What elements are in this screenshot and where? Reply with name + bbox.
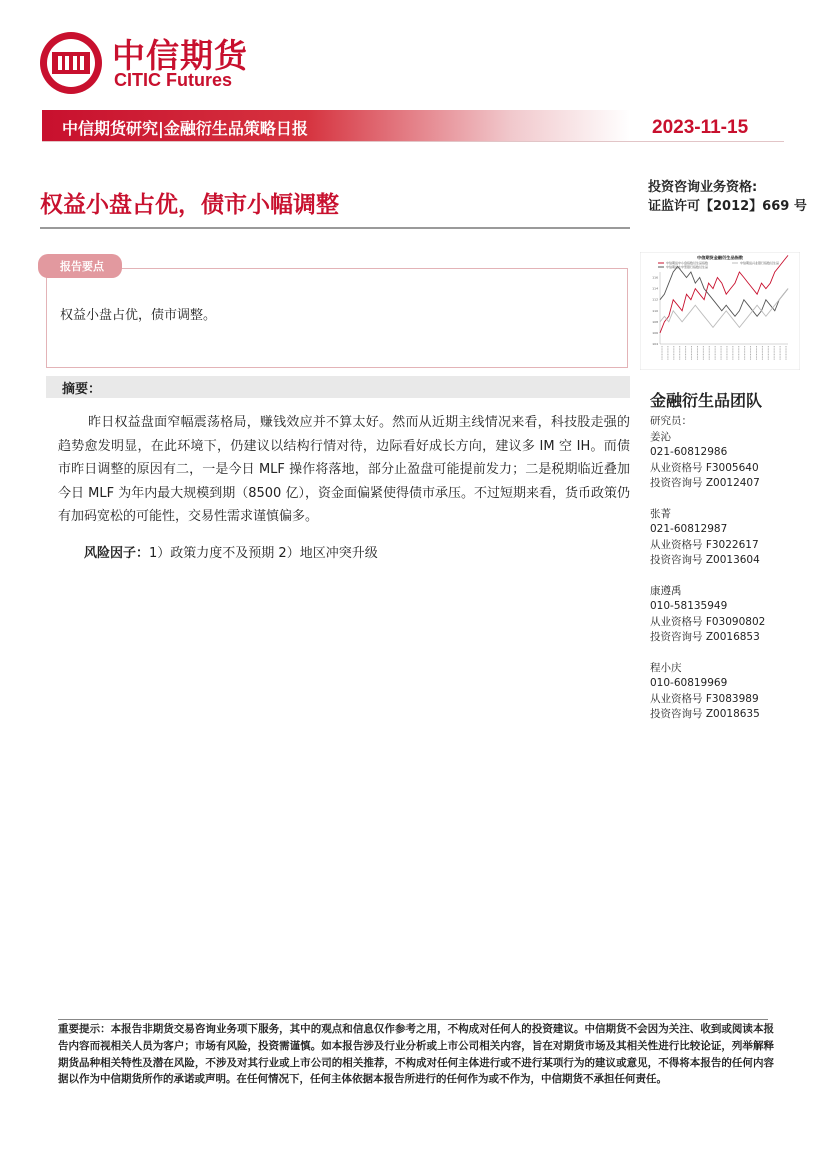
member-license1: 从业资格号 F3022617 (650, 538, 759, 551)
team-role: 研究员： (650, 415, 692, 427)
member-license1: 从业资格号 F3005640 (650, 461, 759, 474)
team-member (650, 584, 765, 646)
legend-label: 中信期货大中型银行指数衍生品 (666, 265, 709, 269)
member-name: 康遵禹 (650, 584, 682, 597)
logo-chinese: 中信期货 (112, 36, 248, 75)
qualification-license: 证监许可【2012】669 号 (648, 199, 807, 214)
team-member (650, 661, 765, 723)
team-title: 金融衍生品团队 (650, 391, 763, 410)
chart-frame (640, 252, 800, 370)
y-tick-label: 108 (652, 319, 658, 324)
risk-factors (84, 542, 378, 561)
key-points-text: 权益小盘占优，债市调整。 (60, 308, 217, 323)
member-name: 姜沁 (650, 430, 671, 443)
member-name: 程小庆 (650, 661, 682, 674)
legend-label: 中信期货兴业银行指数衍生品 (740, 261, 780, 265)
y-tick-label: 106 (652, 330, 658, 335)
member-license2: 投资咨询号 Z0012407 (650, 477, 760, 489)
member-name: 张菁 (650, 507, 671, 520)
summary-header-bar (46, 376, 630, 398)
report-series-title: 中信期货研究|金融衍生品策略日报 (62, 119, 308, 138)
risk-text: 1）政策力度不及预期 2）地区冲突升级 (149, 546, 378, 561)
summary-label: 摘要： (62, 382, 102, 397)
page-title: 权益小盘占优，债市小幅调整 (40, 192, 339, 218)
report-date: 2023-11-15 (652, 117, 749, 138)
team-member (650, 507, 765, 569)
logo-english: CITIC Futures (114, 70, 233, 90)
summary-text: 昨日权益盘面窄幅震荡格局，赚钱效应并不算太好。然而从近期主线情况来看，科技股走强的趋势愈发明显，在此环境下，仍建议以结构行情对待，边际看好成长方向，建议多 IM 空 IH。而债市昨日调整的原因有二，一是今日 MLF 操作将落地，部分止盈盘可能提前发力；二是税期临近叠加今日 MLF 为年内最大规模到期（8500 亿），资金面偏紧使得债市承压。不过短期来看，货币政策仍有加码宽松的可能性，交易性需求谨慎偏多。 (58, 415, 630, 524)
title-divider (40, 227, 630, 229)
disclaimer-divider (58, 1019, 768, 1020)
member-license2: 投资咨询号 Z0016853 (650, 631, 760, 643)
member-license2: 投资咨询号 Z0018635 (650, 708, 760, 720)
member-license1: 从业资格号 F3083989 (650, 692, 759, 705)
y-tick-label: 114 (652, 286, 658, 291)
member-phone: 010-60819969 (650, 677, 728, 689)
y-tick-label: 112 (652, 297, 658, 302)
member-license1: 从业资格号 F03090802 (650, 615, 766, 628)
y-tick-label: 104 (652, 342, 658, 346)
chart-title: 中信期货金融衍生品指数 (696, 255, 744, 260)
member-license2: 投资咨询号 Z0013604 (650, 554, 760, 566)
index-line-chart (640, 252, 800, 370)
member-phone: 021-60812987 (650, 523, 728, 535)
y-tick-label: 116 (652, 275, 658, 280)
qualification-label: 投资咨询业务资格: (648, 180, 758, 195)
member-phone: 010-58135949 (650, 600, 728, 612)
disclaimer-text: 重要提示：本报告非期货交易咨询业务项下服务，其中的观点和信息仅作参考之用，不构成对任何人的投资建议。中信期货不会因为关注、收到或阅读本报告内容而视相关人员为客户；市场有风险，投资需谨慎。如本报告涉及行业分析或上市公司相关内容，旨在对期货市场及其相关性进行比较论证，列举解释期货品种相关特性及潜在风险，不涉及对其行业或上市公司的相关推荐，不构成对任何主体进行或不进行某项行为的建议或意见，不得将本报告的任何内容据以作为中信期货所作的承诺或声明。在任何情况下，任何主体依据本报告所进行的任何作为或不作为，中信期货不承担任何责任。 (58, 1023, 774, 1086)
member-phone: 021-60812986 (650, 446, 728, 458)
banner-divider (42, 141, 784, 142)
citic-logo-icon (38, 30, 104, 96)
y-tick-label: 110 (652, 308, 658, 313)
team-member (650, 430, 765, 492)
legend-label: 中信期货中小盘指数衍生品指数 (666, 261, 709, 265)
key-points-tab-label: 报告要点 (60, 260, 104, 273)
risk-label: 风险因子： (84, 546, 150, 561)
team-list (650, 414, 765, 738)
